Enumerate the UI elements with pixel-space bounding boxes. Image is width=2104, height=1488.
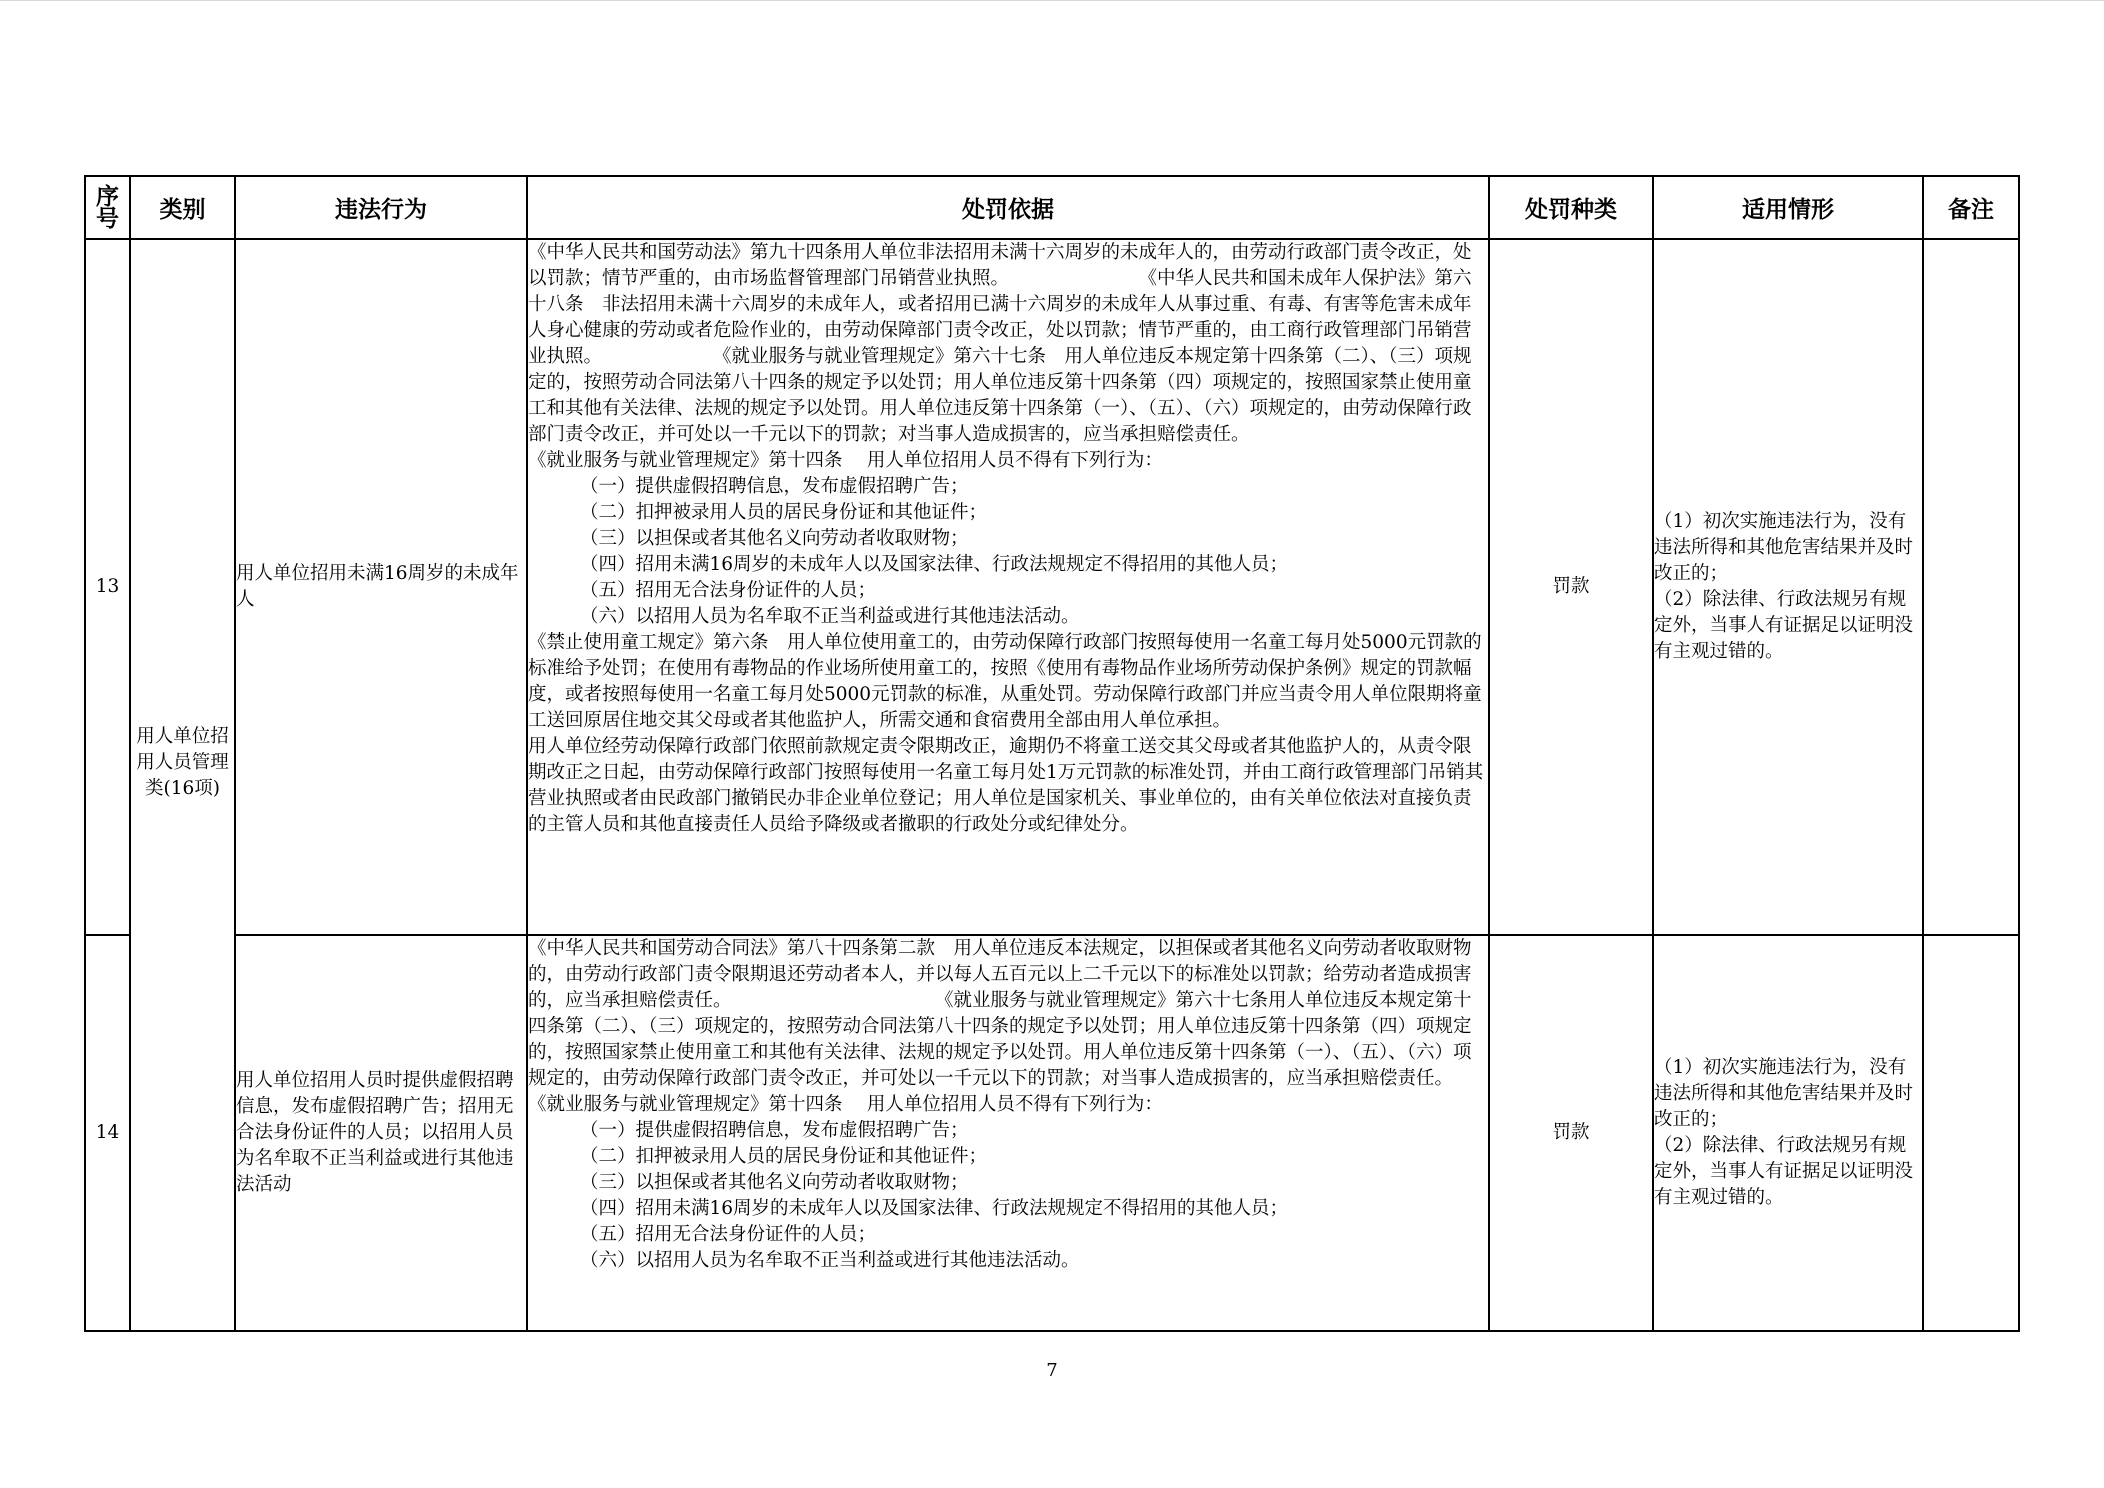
row-violation: 用人单位招用人员时提供虚假招聘信息，发布虚假招聘广告；招用无合法身份证件的人员；以招用人员为名牟取不正当利益或进行其他违法活动 [235,935,527,1331]
basis-list-item: （四）招用未满16周岁的未成年人以及国家法律、行政法规规定不得招用的其他人员； [580,554,1289,575]
basis-list-item: （二）扣押被录用人员的居民身份证和其他证件； [580,1146,988,1167]
row-remarks [1923,239,2019,935]
row-violation: 用人单位招用未满16周岁的未成年人 [235,239,527,935]
row-seq: 14 [85,935,130,1331]
basis-list-item: （五）招用无合法身份证件的人员； [580,580,877,601]
basis-list-item: （四）招用未满16周岁的未成年人以及国家法律、行政法规规定不得招用的其他人员； [580,1198,1289,1219]
header-basis: 处罚依据 [527,176,1489,239]
basis-list-item: （六）以招用人员为名牟取不正当利益或进行其他违法活动。 [580,1250,1080,1271]
row-conditions [1653,935,1923,1331]
header-category: 类别 [130,176,235,239]
row-penalty-type: 罚款 [1489,935,1653,1331]
basis-list-item: （一）提供虚假招聘信息，发布虚假招聘广告； [580,476,969,497]
header-remarks: 备注 [1923,176,2019,239]
category-label: 用人单位招用人员管理类(16项) [136,726,229,799]
page-number: 7 [1046,1360,1058,1381]
row-conditions [1653,239,1923,935]
basis-list-item: （五）招用无合法身份证件的人员； [580,1224,877,1245]
table-row [85,239,2019,935]
header-violation: 违法行为 [235,176,527,239]
row-remarks [1923,935,2019,1331]
header-conditions: 适用情形 [1653,176,1923,239]
basis-list-item: （六）以招用人员为名牟取不正当利益或进行其他违法活动。 [580,606,1080,627]
row-seq: 13 [85,239,130,935]
page-top-border [0,0,2104,1]
category-cell [130,239,235,1331]
basis-paragraph: 《就业服务与就业管理规定》第十四条 用人单位招用人员不得有下列行为： [528,450,1163,471]
basis-paragraph: 《禁止使用童工规定》第六条 用人单位使用童工的，由劳动保障行政部门按照每使用一名童工每月处5000元罚款的标准给予处罚；在使用有毒物品的作业场所使用童工的，按照《使用有毒物品作业场所劳动保护条例》规定的罚款幅度，或者按照每使用一名童工每月处5000元罚款的标准，从重处罚。劳动保障行政部门并应当责令用人单位限期将童工送回原居住地交其父母或者其他监护人，所需交通和食宿费用全部由用人单位承担。 [528,632,1482,731]
table-row [85,935,2019,1331]
header-penalty-type: 处罚种类 [1489,176,1653,239]
header-row [85,176,2019,239]
basis-paragraph: 《中华人民共和国劳动合同法》第八十四条第二款 用人单位违反本法规定，以担保或者其他名义向劳动者收取财物的，由劳动行政部门责令限期退还劳动者本人，并以每人五百元以上二千元以下的标准处以罚款；给劳动者造成损害的，应当承担赔偿责任。 《就业服务与就业管理规定》第六十七条用人单位违反本规定第十四条第（二）、（三）项规定的，按照劳动合同法第八十四条的规定予以处罚；用人单位违反第十四条第（四）项规定的，按照国家禁止使用童工和其他有关法律、法规的规定予以处罚。用人单位违反第十四条第（一）、（五）、（六）项规定的，由劳动保障行政部门责令改正，并可处以一千元以下的罚款；对当事人造成损害的，应当承担赔偿责任。 [528,938,1472,1089]
basis-paragraph: 《就业服务与就业管理规定》第十四条 用人单位招用人员不得有下列行为： [528,1094,1163,1115]
basis-list-item: （三）以担保或者其他名义向劳动者收取财物； [580,1172,969,1193]
basis-list-item: （二）扣押被录用人员的居民身份证和其他证件； [580,502,988,523]
conditions-text: （1）初次实施违法行为，没有违法所得和其他危害结果并及时改正的； （2）除法律、行政法规另有规定外，当事人有证据足以证明没有主观过错的。 [1654,511,1914,662]
conditions-text: （1）初次实施违法行为，没有违法所得和其他危害结果并及时改正的； （2）除法律、行政法规另有规定外，当事人有证据足以证明没有主观过错的。 [1654,1057,1914,1208]
basis-list-item: （三）以担保或者其他名义向劳动者收取财物； [580,528,969,549]
row-basis [527,239,1489,935]
row-penalty-type: 罚款 [1489,239,1653,935]
basis-paragraph: 用人单位经劳动保障行政部门依照前款规定责令限期改正，逾期仍不将童工送交其父母或者其他监护人的，从责令限期改正之日起，由劳动保障行政部门按照每使用一名童工每月处1万元罚款的标准处罚，并由工商行政管理部门吊销其营业执照或者由民政部门撤销民办非企业单位登记；用人单位是国家机关、事业单位的，由有关单位依法对直接负责的主管人员和其他直接责任人员给予降级或者撤职的行政处分或纪律处分。 [528,736,1484,835]
header-seq: 序号 [85,176,130,239]
penalty-table [84,175,2020,1332]
basis-list-item: （一）提供虚假招聘信息，发布虚假招聘广告； [580,1120,969,1141]
basis-paragraph: 《中华人民共和国劳动法》第九十四条用人单位非法招用未满十六周岁的未成年人的，由劳动行政部门责令改正，处以罚款；情节严重的，由市场监督管理部门吊销营业执照。 《中华人民共和国未成年人保护法》第六十八条 非法招用未满十六周岁的未成年人，或者招用已满十六周岁的未成年人从事过重、有毒、有害等危害未成年人身心健康的劳动或者危险作业的，由劳动保障部门责令改正，处以罚款；情节严重的，由工商行政管理部门吊销营业执照。 《就业服务与就业管理规定》第六十七条 用人单位违反本规定第十四条第（二）、（三）项规定的，按照劳动合同法第八十四条的规定予以处罚；用人单位违反第十四条第（四）项规定的，按照国家禁止使用童工和其他有关法律、法规的规定予以处罚。用人单位违反第十四条第（一）、（五）、（六）项规定的，由劳动保障行政部门责令改正，并可处以一千元以下的罚款；对当事人造成损害的，应当承担赔偿责任。 [528,242,1472,445]
row-basis [527,935,1489,1331]
